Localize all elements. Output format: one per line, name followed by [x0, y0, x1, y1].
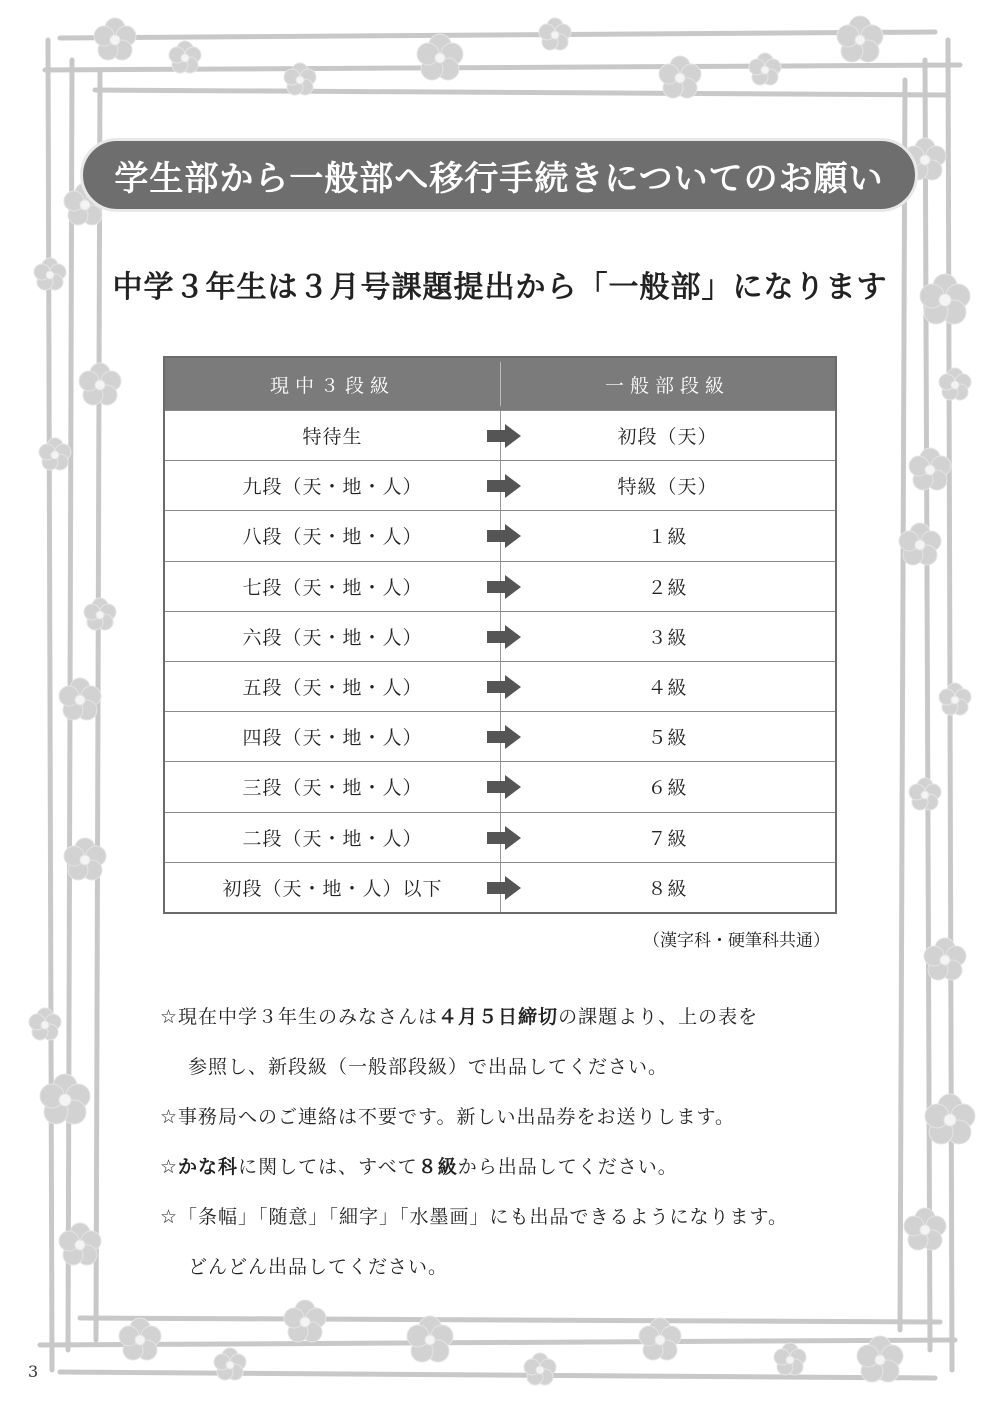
table-header — [165, 358, 835, 410]
current-grade-cell: 七段（天・地・人） — [242, 576, 423, 599]
note-line-4-cont: どんどん出品してください。 — [188, 1256, 449, 1278]
table-row — [165, 410, 835, 460]
current-grade-cell: 八段（天・地・人） — [242, 526, 423, 549]
right-arrow-icon — [487, 826, 521, 850]
note-1-part-c: の課題より、上の表を — [558, 1006, 759, 1028]
note-3-star: ☆ — [160, 1156, 179, 1178]
header-divider — [500, 362, 501, 406]
header-general-grade: 一般部段級 — [604, 374, 730, 397]
note-line-1 — [160, 1000, 860, 1050]
table-body — [165, 410, 835, 912]
right-arrow-icon — [487, 575, 521, 599]
current-grade-cell: 五段（天・地・人） — [242, 677, 423, 700]
header-current-grade: 現中３段級 — [269, 374, 395, 397]
kana-emphasis: かな科 — [178, 1156, 239, 1178]
note-1-part-a: ☆現在中学３年生のみなさんは — [160, 1006, 439, 1028]
general-grade-cell: ８級 — [647, 877, 688, 900]
note-line-4: ☆「条幅」「随意」「細字」「水墨画」にも出品できるようになります。 — [160, 1206, 789, 1228]
general-grade-cell: ３級 — [647, 626, 688, 649]
right-arrow-icon — [487, 524, 521, 548]
page-title: 学生部から一般部へ移行手続きについてのお願い — [114, 158, 884, 199]
table-row — [165, 812, 835, 862]
table-row — [165, 561, 835, 611]
general-grade-cell: 初段（天） — [617, 426, 718, 449]
current-grade-cell: 初段（天・地・人）以下 — [222, 877, 443, 900]
current-grade-cell: 六段（天・地・人） — [242, 626, 423, 649]
current-grade-cell: 九段（天・地・人） — [242, 476, 423, 499]
note-line-1-cont: 参照し、新段級（一般部段級）で出品してください。 — [188, 1056, 669, 1078]
table-row — [165, 661, 835, 711]
general-grade-cell: ５級 — [647, 727, 688, 750]
general-grade-cell: ２級 — [647, 576, 688, 599]
right-arrow-icon — [487, 725, 521, 749]
right-arrow-icon — [487, 876, 521, 900]
general-grade-cell: １級 — [647, 526, 688, 549]
table-row — [165, 611, 835, 661]
general-grade-cell: ４級 — [647, 677, 688, 700]
note-3-part-c: に関しては、すべて — [238, 1156, 418, 1178]
page-number: 3 — [28, 1362, 39, 1381]
table-row — [165, 711, 835, 761]
note-line-3 — [160, 1150, 860, 1200]
general-grade-cell: 特級（天） — [617, 476, 718, 499]
right-arrow-icon — [487, 675, 521, 699]
right-arrow-icon — [487, 625, 521, 649]
notes-list — [160, 1000, 860, 1300]
note-line-2: ☆事務局へのご連絡は不要です。新しい出品券をお送りします。 — [160, 1106, 735, 1128]
grade-emphasis: ８級 — [417, 1156, 458, 1178]
page-title-banner — [80, 138, 918, 212]
right-arrow-icon — [487, 424, 521, 448]
table-row — [165, 862, 835, 912]
general-grade-cell: ６級 — [647, 777, 688, 800]
table-row — [165, 510, 835, 560]
current-grade-cell: 特待生 — [302, 426, 363, 449]
table-row — [165, 761, 835, 811]
right-arrow-icon — [487, 775, 521, 799]
grade-conversion-table — [163, 356, 837, 914]
current-grade-cell: 四段（天・地・人） — [242, 727, 423, 750]
table-note: （漢字科・硬筆科共通） — [643, 931, 830, 951]
table-row — [165, 460, 835, 510]
general-grade-cell: ７級 — [647, 827, 688, 850]
note-3-part-e: から出品してください。 — [457, 1156, 678, 1178]
right-arrow-icon — [487, 474, 521, 498]
current-grade-cell: 二段（天・地・人） — [242, 827, 423, 850]
current-grade-cell: 三段（天・地・人） — [242, 777, 423, 800]
deadline-emphasis: ４月５日締切 — [438, 1006, 559, 1028]
subtitle: 中学３年生は３月号課題提出から「一般部」になります — [112, 270, 888, 305]
